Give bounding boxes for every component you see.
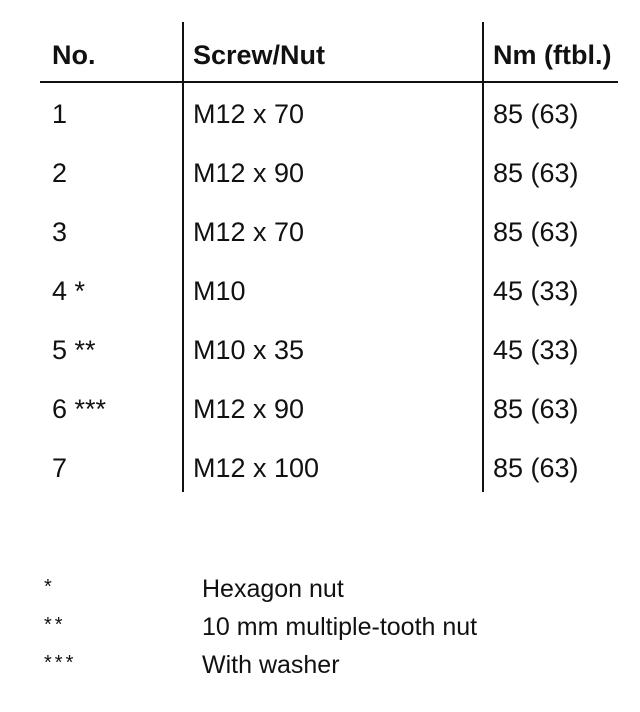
cell-torque: 45 (33) [493,276,579,306]
table-row [0,394,640,424]
table-row [0,453,640,483]
cell-screw-nut: M10 x 35 [193,335,305,365]
cell-no: 7 [52,453,68,483]
cell-screw-nut: M12 x 70 [193,217,305,247]
footnote-item [0,574,640,606]
table-row [0,276,640,306]
footnote-item [0,650,640,682]
cell-screw-nut: M12 x 90 [193,158,305,188]
table-row [0,217,640,247]
cell-screw-nut: M12 x 70 [193,99,305,129]
cell-screw-nut: M12 x 90 [193,394,305,424]
footnote-text: Hexagon nut [202,575,344,603]
cell-torque: 85 (63) [493,394,579,424]
header-divider [40,81,618,83]
table-row [0,99,640,129]
cell-no: 6 *** [52,394,107,424]
cell-no: 2 [52,158,68,188]
cell-no: 3 [52,217,68,247]
cell-screw-nut: M10 [193,276,246,306]
cell-screw-nut: M12 x 100 [193,453,320,483]
table-row [0,158,640,188]
cell-torque: 85 (63) [493,99,579,129]
header-torque: Nm (ftbl.) [493,40,612,70]
footnote-mark: *** [44,652,77,674]
cell-torque: 85 (63) [493,217,579,247]
header-screw-nut: Screw/Nut [193,40,326,70]
footnote-item [0,612,640,644]
cell-torque: 45 (33) [493,335,579,365]
header-no: No. [52,40,96,70]
footnote-text: With washer [202,651,340,679]
cell-no: 1 [52,99,68,129]
cell-no: 4 * [52,276,86,306]
footnote-text: 10 mm multiple-tooth nut [202,613,478,641]
footnote-mark: ** [44,614,66,636]
footnote-mark: * [44,576,55,598]
cell-torque: 85 (63) [493,453,579,483]
cell-torque: 85 (63) [493,158,579,188]
cell-no: 5 ** [52,335,96,365]
footnotes [0,560,640,690]
table-row [0,335,640,365]
